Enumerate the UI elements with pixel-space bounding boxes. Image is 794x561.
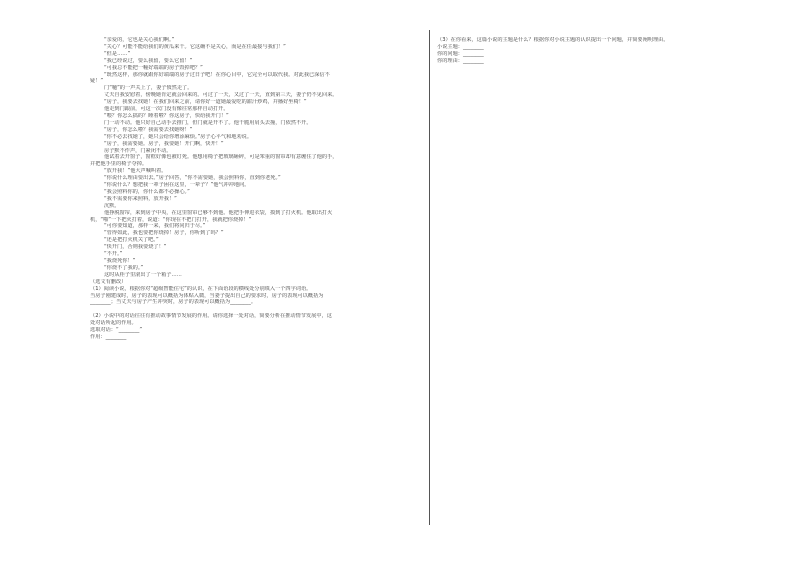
column-divider: [429, 30, 430, 525]
text-line: “管得如此，我也要把你烧掉！房子，你听到了吗？”: [104, 230, 224, 237]
text-line: “喂？你怎么搞的？睡着啦？你这房子，快给我开门！”: [104, 112, 229, 119]
text-line: 他试着去开窗子，窗框好像也被钉死。他想用椅子把玻璃砸碎，可是笨重的窗帘却有意缠住了他的手，: [104, 154, 338, 161]
text-line: “你说什么？想把我一辈子困在这里，一辈子？”他气冲冲地问。: [104, 182, 250, 189]
text-line: 并把他手里的椅子夺掉。: [90, 161, 148, 168]
text-line: “房子，我需要她。房子，我要她！开门啊，快开！”: [104, 140, 224, 147]
text-line: “我烧死你！”: [104, 258, 136, 264]
left-column: [90, 37, 420, 341]
text-line: “可我总不能把一幢好端端的房子毁掉吧？”: [104, 64, 203, 71]
text-line: “关心？可能不能给我们的黄瓜来干。它这确不是关心，而是在任最接与我们！”: [104, 43, 286, 50]
text-line: 机，“啪”一下把火打着，说道：“你现在不把门打开，我就把你烧掉！”: [90, 216, 252, 223]
text-line: 他挣脱窗帘，来到房子中央，在这里窗帘已够不到他。他把手伸进衣袋，摸到了打火机。他取出打火: [104, 209, 333, 216]
text-line: “放开我！”他大声喊叫着。: [104, 168, 167, 175]
text-line: ________；当丈夫与房子产生冲突时，房子的表现可以概括为________。: [90, 299, 257, 306]
text-line: “你烧不了我的。”: [104, 264, 144, 271]
text-line: “房子，你怎么啦？我需要去找她呀！”: [104, 126, 193, 133]
text-line: “可你要知道，那样一来，我们将同归于尽。”: [104, 223, 206, 230]
question-line: 你的问题：________: [437, 50, 484, 57]
text-line: 丈夫自我安慰着，傍晚她肯定就会回来的。可过了一天，又过了一天，直到第三天，妻子仍不见回来。: [104, 92, 338, 99]
text-line: “还是把打火机关了吧。”: [104, 237, 159, 244]
text-line: （2）小说中的对话往往有推动故事情节发展的作用。请你选择一处对话，简要分析在推动情节发展中，这: [90, 313, 332, 320]
spacer: [90, 306, 420, 313]
text-line: 处对话所起的作用。: [90, 320, 137, 327]
question-line: 你的理由：________: [437, 57, 484, 64]
text-line: 选取对话：“________”: [90, 327, 143, 334]
text-line: “亲爱的，它也是关心我们啊。”: [104, 37, 175, 43]
right-column: [437, 37, 757, 65]
text-line: 房子默不作声，门紧闭不动。: [104, 147, 172, 154]
text-line: “我已经说过，要么我留，要么它留！”: [104, 57, 193, 64]
text-line: “快开门，否则我要烧了！”: [104, 244, 167, 251]
text-line: （选文有删改）: [90, 278, 127, 285]
text-line: “但是……”: [104, 50, 131, 57]
text-line: 这时从柜子里滚出了一个箱子……: [104, 271, 182, 278]
text-line: （1）阅读小说，根据你对“超级智能住宅”的认识，在下面语段的横线处分别填入一个四字词语。: [90, 285, 312, 292]
text-line: “既然这样，那你就跟你好端端的房子过日子吧！在你心目中，它完全可以取代我。对此我已深信不: [104, 71, 330, 78]
text-line: 他走到门跟前，可这一次门没有像往常那样自动打开。: [104, 106, 229, 113]
text-line: “你说什么理由要出去。”房子回答，“你不需要她，我会照料你，直到你老死。”: [104, 175, 281, 182]
text-line: “不开。”: [104, 251, 123, 258]
text-line: “我不需要你来照料，放开我！”: [104, 195, 177, 202]
text-line: “房子，我要去找她！在我们回来之前，请你好一道她最爱吃的甜汁炒鸡，并播好坐椅！”: [104, 99, 307, 106]
text-line: “我会照料你的，你什么都不必操心。”: [104, 188, 190, 195]
text-line: 作用：________: [90, 334, 127, 341]
text-line: 当房子刚建成时，房子的表现可以概括为体贴入微，当妻子提出自己的要求时，房子的表现可以概括为: [90, 292, 324, 299]
text-line: 门一动不动。他只好自己动手去推门，但门就是开不了。他干脆用肩头去撞，门依然不开。: [104, 119, 312, 126]
text-line: 门“嗵”的一声关上了，妻子愤然走了。: [104, 85, 193, 92]
question-line: （3）在你看来，这篇小说的主题是什么？根据你对小说主题的认识提出一个问题，并简要阐明理由。: [437, 37, 669, 43]
text-line: 疑！”: [90, 78, 104, 85]
text-line: 沉默。: [104, 202, 120, 209]
question-line: 小说主题：________: [437, 43, 484, 50]
text-line: “你不必去找她了，她只会给你增添麻烦。”房子心平气和地劝说。: [104, 133, 253, 140]
